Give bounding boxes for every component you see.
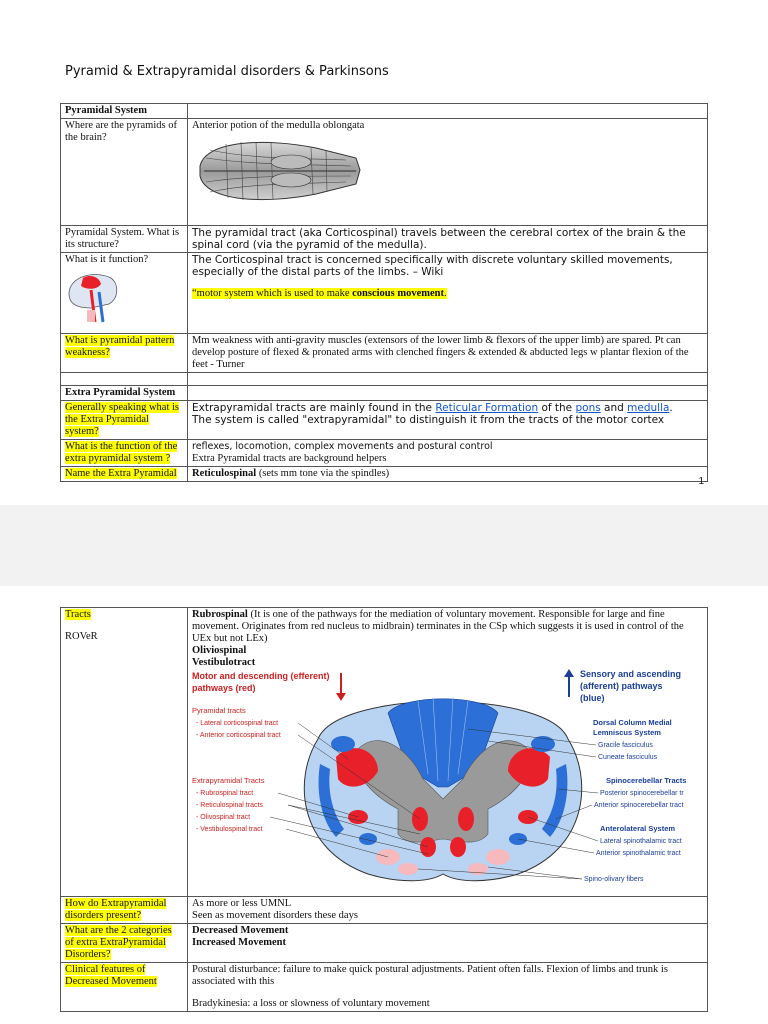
table-row [61,963,708,1012]
section-header-extrapyramidal: Extra Pyramidal System [61,386,188,401]
svg-text:Anterior spinothalamic tract: Anterior spinothalamic tract [596,850,681,857]
answer-cell: Rubrospinal (It is one of the pathways for the mediation of voluntary movement. Responsible for large and fine movement. Originates from red nucleus to midbrain) terminates in the CSp which suggests it is used in control of the UEx but not LEx) Oliviospinal Vestibulotract Motor and descending (efferent) pathways (red) Pyramidal tracts - Lateral corticospinal tract - Anterior corticospinal tract Extrapyramidal Tracts - Rubrospinal tract - Reticulospinal tracts - Olivospinal tract - Vestibulospinal tract Sensory and ascending (afferent) pathways (blue) Dorsal Column Medial Lemniscus System Gracile fasciculus Cuneate fasciculus Spinocerebellar Tracts Posterior spinocerebellar tr Anterior spinocerebellar tract Anterolateral System Lateral spinothalamic tract Anterior spinothalamic tract Spino-olivary fibers [188,608,708,897]
answer-cell: The pyramidal tract (aka Corticospinal) travels between the cerebral cortex of the brain & the spinal cord (via the pyramid of the medulla). [188,226,708,253]
medulla-pyramids-image [196,136,362,206]
table-row [61,119,708,226]
question-cell: How do Extrapyramidal disorders present? [61,897,188,924]
svg-text:pathways (red): pathways (red) [192,683,256,693]
answer-cell: Mm weakness with anti-gravity muscles (extensors of the lower limb & flexors of the upper limb) are spared. Pt can develop posture of flexed & pronated arms with clenched fingers & extended & abducted legs w plantar flexion of the feet - Turner [188,334,708,373]
table-row [61,334,708,373]
question-cell: Pyramidal System. What is its structure? [61,226,188,253]
svg-text:Cuneate fasciculus: Cuneate fasciculus [598,754,658,761]
document-title: Pyramid & Extrapyramidal disorders & Parkinsons [65,64,389,79]
svg-text:- Lateral corticospinal tract: - Lateral corticospinal tract [196,720,279,727]
question-cell: Generally speaking what is the Extra Pyramidal system? [61,401,188,440]
table-row [61,467,708,482]
svg-text:- Rubrospinal tract: - Rubrospinal tract [196,790,254,797]
answer-cell: Extrapyramidal tracts are mainly found in the Reticular Formation of the pons and medulla. The system is called "extrapyramidal" to distinguish it from the tracts of the motor cortex [188,401,708,440]
answer-cell: Reticulospinal (sets mm tone via the spindles) [188,467,708,482]
table-row [61,386,708,401]
svg-text:Pyramidal tracts: Pyramidal tracts [192,706,246,715]
answer-cell: The Corticospinal tract is concerned specifically with discrete voluntary skilled movements, especially of the distal parts of the limbs. – Wiki “motor system which is used to make conscious movement. [188,253,708,334]
link-medulla[interactable]: medulla [627,402,670,414]
motor-cortex-image [65,268,121,324]
svg-text:Spinocerebellar Tracts: Spinocerebellar Tracts [606,776,687,785]
notes-table-2 [60,607,708,1012]
table-row [61,608,708,897]
table-row [61,924,708,963]
table-row [61,104,708,119]
answer-cell: reflexes, locomotion, complex movements and postural control Extra Pyramidal tracts are background helpers [188,440,708,467]
answer-cell: Anterior potion of the medulla oblongata [188,119,708,226]
table-row [61,897,708,924]
svg-text:Anterior spinocerebellar tract: Anterior spinocerebellar tract [594,802,684,809]
answer-cell: Postural disturbance: failure to make quick postural adjustments. Patient often falls. Flexion of limbs and trunk is associated with this Bradykinesia: a loss or slowness of voluntary movement [188,963,708,1012]
svg-text:Gracile fasciculus: Gracile fasciculus [598,742,653,749]
answer-cell: As more or less UMNL Seen as movement disorders these days [188,897,708,924]
link-reticular-formation[interactable]: Reticular Formation [435,402,539,414]
svg-text:Posterior spinocerebellar tr: Posterior spinocerebellar tr [600,790,684,797]
svg-text:- Olivospinal tract: - Olivospinal tract [196,814,251,821]
table-row [61,373,708,386]
svg-text:- Vestibulospinal tract: - Vestibulospinal tract [196,826,263,833]
table-row [61,226,708,253]
table-row [61,401,708,440]
question-cell: What is it function? [61,253,188,334]
svg-text:Spino-olivary fibers: Spino-olivary fibers [584,876,644,883]
question-cell: Where are the pyramids of the brain? [61,119,188,226]
svg-text:Lateral spinothalamic tract: Lateral spinothalamic tract [600,838,682,845]
table-row [61,253,708,334]
document-page-1 [0,0,768,505]
svg-text:- Reticulospinal tracts: - Reticulospinal tracts [196,802,263,809]
question-cell: What are the 2 categories of extra ExtraPyramidal Disorders? [61,924,188,963]
section-header-pyramidal: Pyramidal System [61,104,188,119]
spinal-cord-tracts-diagram [188,669,708,895]
link-pons[interactable]: pons [575,402,601,414]
svg-text:Anterolateral System: Anterolateral System [600,824,676,833]
table-row [61,440,708,467]
question-cell: Tracts ROVeR [61,608,188,897]
svg-text:(blue): (blue) [580,693,605,703]
document-page-2 [0,586,768,1024]
svg-text:Motor and descending (efferent: Motor and descending (efferent) [192,671,330,681]
question-cell: Name the Extra Pyramidal [61,467,188,482]
svg-text:Lemniscus System: Lemniscus System [593,728,661,737]
page-number: 1 [698,476,704,487]
svg-text:- Anterior corticospinal tract: - Anterior corticospinal tract [196,732,281,739]
svg-text:Dorsal Column Medial: Dorsal Column Medial [593,718,672,727]
notes-table-1 [60,103,708,482]
question-cell: What is the function of the extra pyramidal system ? [61,440,188,467]
svg-text:(afferent) pathways: (afferent) pathways [580,681,663,691]
svg-text:Extrapyramidal Tracts: Extrapyramidal Tracts [192,776,265,785]
question-cell: Clinical features of Decreased Movement [61,963,188,1012]
question-cell: What is pyramidal pattern weakness? [61,334,188,373]
svg-text:Sensory and ascending: Sensory and ascending [580,669,682,679]
answer-cell: Decreased Movement Increased Movement [188,924,708,963]
